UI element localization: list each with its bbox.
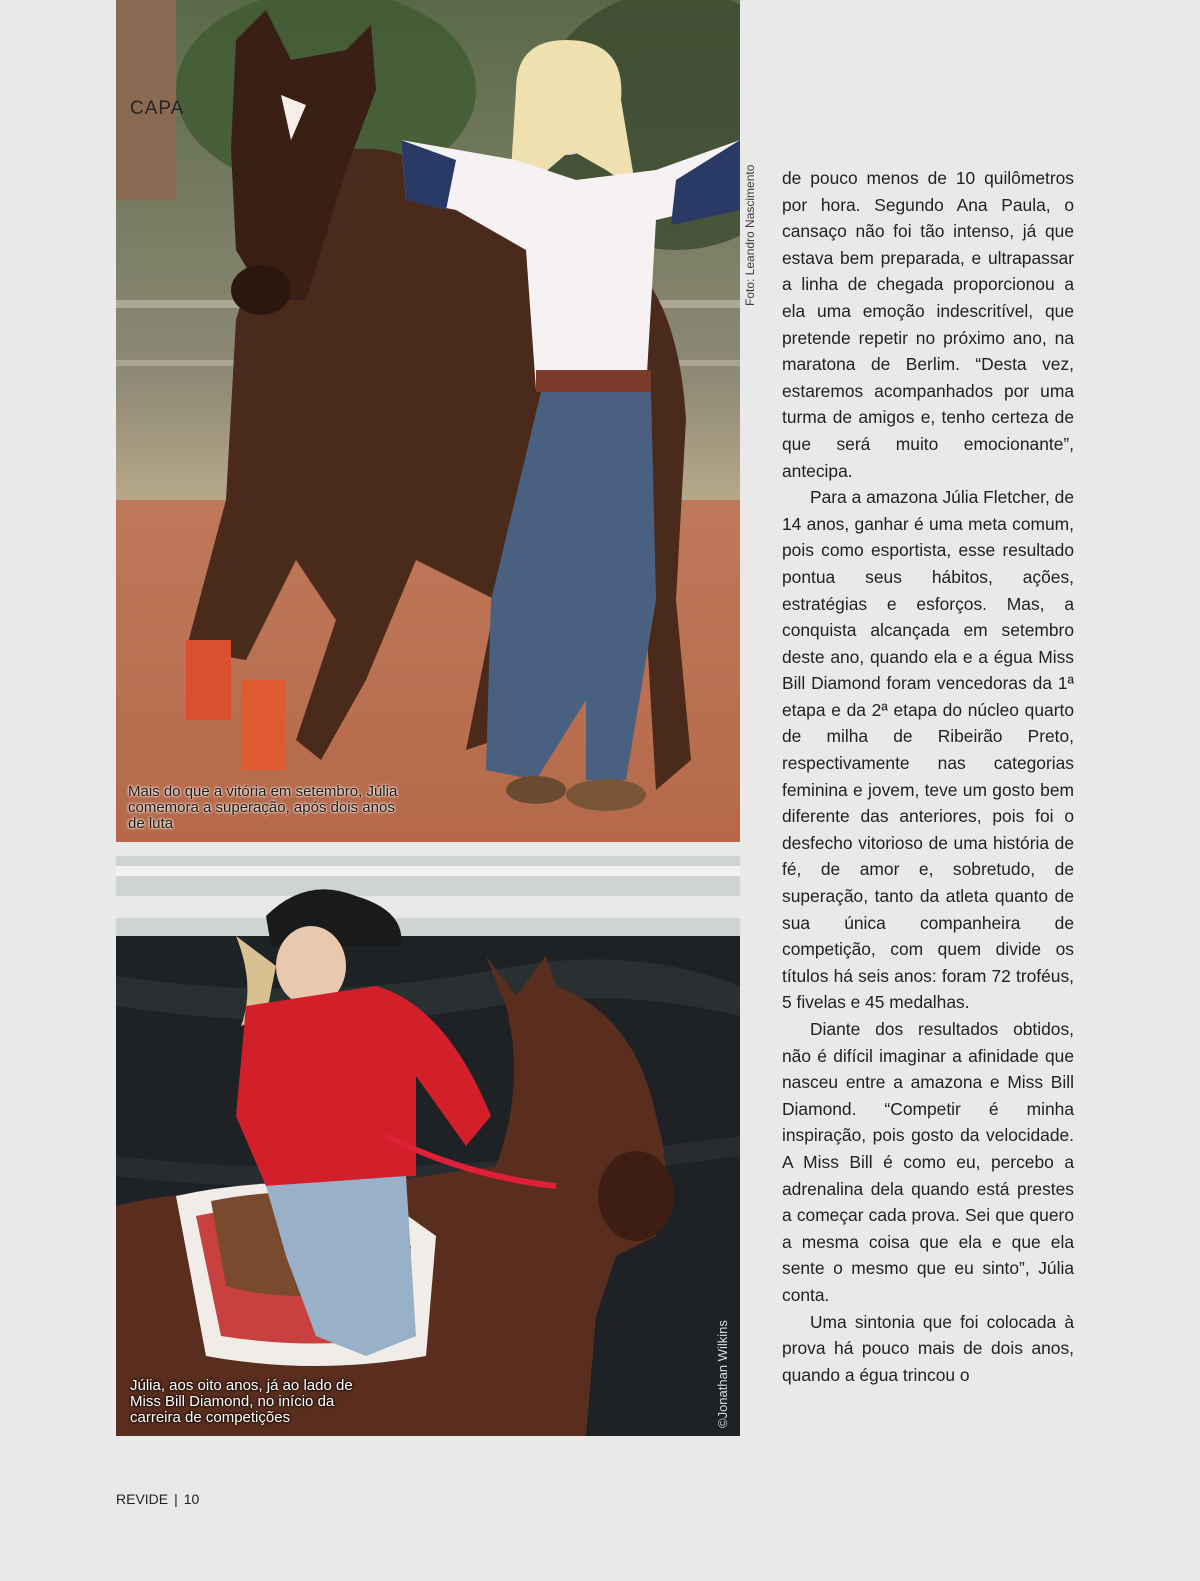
photo1-credit: Foto: Leandro Nascimento [743, 164, 757, 306]
article-paragraph: Para a amazona Júlia Fletcher, de 14 anos, ganhar é uma meta comum, pois como esportista, esse resultado pontua seus hábitos, ações, estratégias e esforços. Mas, a conquista alcançada em setembro deste ano, quando ela e a égua Miss Bill Diamond foram vencedoras da 1ª etapa e da 2ª etapa do núcleo quarto de milha de Ribeirão Preto, respectivamente nas categorias feminina e jovem, teve um gosto bem diferente das anteriores, pois foi o desfecho vitorioso de uma história de fé, de amor e, sobretudo, de superação, tanto da atleta quanto de sua única companheira de competição, com quem divide os títulos há seis anos: foram 72 troféus, 5 fivelas e 45 medalhas. [782, 487, 1074, 1013]
footer-separator: | [174, 1491, 178, 1507]
page-number: 10 [183, 1491, 200, 1507]
photo1-caption: Mais do que a vitória em setembro, Júlia comemora a superação, após dois anos de luta [128, 783, 398, 832]
photo-girl-celebrating-with-horse [116, 0, 740, 842]
article-paragraph: Uma sintonia que foi colocada à prova há pouco mais de dois anos, quando a égua trincou o [782, 1311, 1074, 1385]
article-paragraph: Diante dos resultados obtidos, não é difícil imaginar a afinidade que nasceu entre a amazona e Miss Bill Diamond. “Competir é minha inspiração, pois gosto da velocidade. A Miss Bill é como eu, percebo a adrenalina dela quando está prestes a começar cada prova. Sei que quero a mesma coisa que ela e que ela sente o mesmo que eu sinto”, Júlia conta. [782, 1019, 1074, 1305]
article-body [782, 165, 1074, 1388]
section-label: CAPA [130, 98, 185, 119]
page-footer [116, 1491, 199, 1507]
photo2-credit: ©Jonathan Wilkins [715, 1320, 730, 1428]
magazine-name: REVIDE [116, 1491, 169, 1507]
article-paragraph: de pouco menos de 10 quilômetros por hora. Segundo Ana Paula, o cansaço não foi tão intenso, já que estava bem preparada, e ultrapassar a linha de chegada proporcionou a ela uma emoção indescritível, que pretende repetir no próximo ano, na maratona de Berlim. “Desta vez, estaremos acompanhados por uma turma de amigos e, tenho certeza de que será muito emocionante”, antecipa. [782, 168, 1074, 481]
photo2-caption: Júlia, aos oito anos, já ao lado de Miss Bill Diamond, no início da carreira de competições [130, 1377, 353, 1426]
photo-girl-riding-horse [116, 856, 740, 1436]
